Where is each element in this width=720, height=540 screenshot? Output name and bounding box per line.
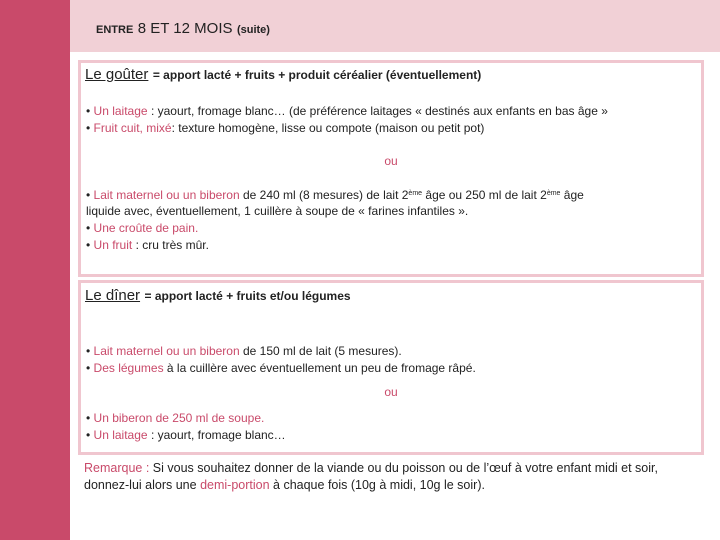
gouter-title: Le goûter [85,66,149,83]
item-label: Des légumes [93,361,164,375]
gouter-section [78,60,704,277]
diner-or: ou [384,385,398,399]
remark-text: Si vous souhaitez donner de la viande ou du poisson ou de l’œuf à votre enfant midi et soir, donnez-lui alors une [84,461,658,492]
ordinal-sup: ème [408,190,423,197]
page-title [96,20,270,38]
diner-item-laitage: • Un laitage : yaourt, fromage blanc… [86,428,286,442]
remark-label: Remarque : [84,461,150,475]
title-suffix: (suite) [236,24,270,36]
diner-item-legumes: • Des légumes à la cuillère avec éventuellement un peu de fromage râpé. [86,361,476,375]
item-text: à la cuillère avec éventuellement un peu de fromage râpé. [166,361,476,375]
diner-item-soupe: • Un biberon de 250 ml de soupe. [86,411,265,425]
diner-title: Le dîner [85,287,141,304]
gouter-item-lait-continued: liquide avec, éventuellement, 1 cuillère à soupe de « farines infantiles ». [86,204,469,218]
item-label: Un biberon de 250 ml de soupe. [93,411,265,425]
gouter-item-laitage: • Un laitage : yaourt, fromage blanc… (de préférence laitages « destinés aux enfants en bas âge » [86,104,608,118]
remark-highlight: demi-portion [200,478,270,492]
item-text: : yaourt, fromage blanc… (de préférence laitages « destinés aux enfants en bas âge » [150,104,608,118]
item-label: Lait maternel ou un biberon [93,188,240,202]
gouter-heading [85,66,481,84]
left-accent-bar [0,0,70,540]
item-label: Une croûte de pain. [93,221,199,235]
item-label: Un fruit [93,238,133,252]
gouter-item-fruit-cuit: • Fruit cuit, mixé: texture homogène, lisse ou compote (maison ou petit pot) [86,121,485,135]
diner-heading [85,287,351,305]
remark-note [84,460,704,494]
item-text: : yaourt, fromage blanc… [150,428,286,442]
item-label: Un laitage [93,428,148,442]
title-prefix: ENTRE [96,24,134,36]
item-text: de 150 ml de lait (5 mesures). [243,344,402,358]
diner-item-lait: • Lait maternel ou un biberon de 150 ml de lait (5 mesures). [86,344,402,358]
gouter-subtitle: = apport lacté + fruits + produit céréalier (éventuellement) [152,68,482,82]
item-text: : texture homogène, lisse ou compote (maison ou petit pot) [171,121,485,135]
remark-text-end: à chaque fois (10g à midi, 10g le soir). [273,478,485,492]
item-text: : cru très mûr. [135,238,209,252]
item-text: âge [563,188,584,202]
diner-section [78,280,704,455]
gouter-item-fruit: • Un fruit : cru très mûr. [86,238,209,252]
item-label: Lait maternel ou un biberon [93,344,240,358]
title-main: 8 ET 12 MOIS [137,20,233,37]
gouter-item-pain: • Une croûte de pain. [86,221,199,235]
item-text: âge ou 250 ml de lait 2 [425,188,547,202]
ordinal-sup: ème [546,190,561,197]
diner-subtitle: = apport lacté + fruits et/ou légumes [144,289,351,303]
gouter-or: ou [384,154,398,168]
gouter-item-lait: • Lait maternel ou un biberon de 240 ml (8 mesures) de lait 2ème âge ou 250 ml de lait 2ème âge [86,188,584,202]
item-text: de 240 ml (8 mesures) de lait 2 [243,188,409,202]
item-label: Un laitage [93,104,148,118]
item-label: Fruit cuit, mixé [93,121,172,135]
